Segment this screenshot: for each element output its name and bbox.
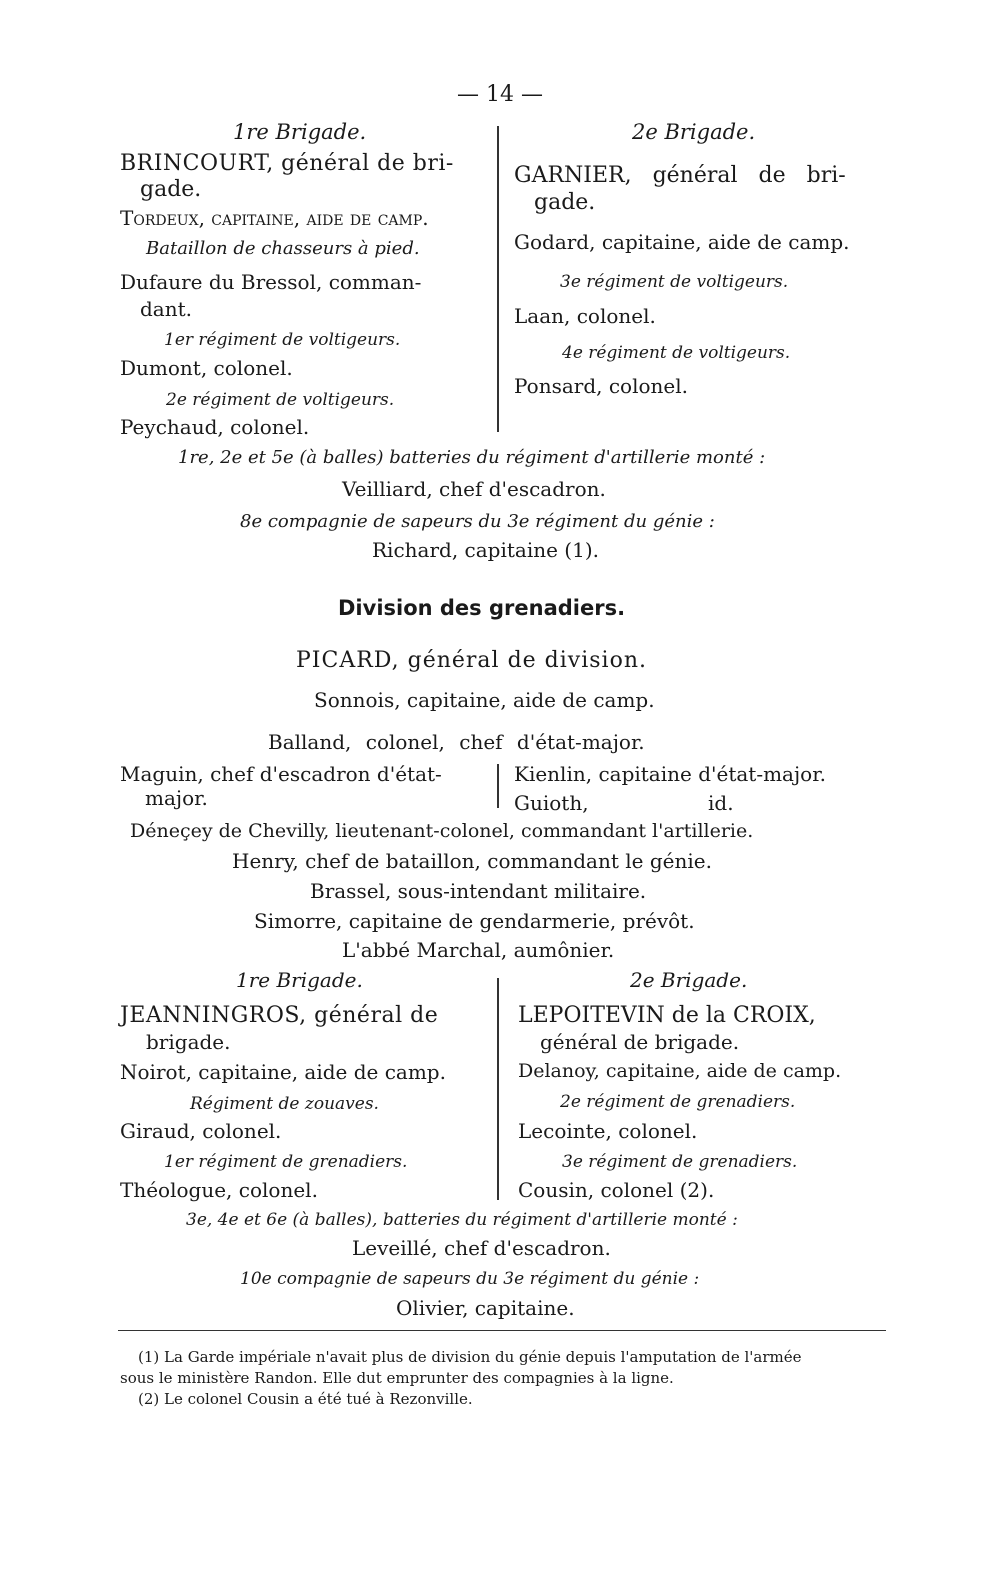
colonel-voltigeurs-1: Dumont, colonel. bbox=[120, 356, 293, 380]
colonel-voltigeurs-3: Laan, colonel. bbox=[514, 304, 656, 328]
division-title: Division des grenadiers. bbox=[338, 596, 626, 620]
general-left-cont: gade. bbox=[140, 177, 202, 202]
provost: Simorre, capitaine de gendarmerie, prévôt. bbox=[254, 909, 695, 933]
chief-of-staff: Balland, colonel, chef d'état-major. bbox=[268, 730, 645, 754]
page-number: — 14 — bbox=[457, 82, 543, 107]
commander-chasseurs-cont: dant. bbox=[140, 297, 193, 321]
aide-right: Godard, capitaine, aide de camp. bbox=[514, 230, 850, 254]
general-left: BRINCOURT, général de bri- bbox=[120, 151, 454, 176]
colonel-zouaves: Giraud, colonel. bbox=[120, 1119, 282, 1143]
staff-officer-right-1: Kienlin, capitaine d'état-major. bbox=[514, 762, 826, 786]
staff-officer-left-cont: major. bbox=[145, 786, 208, 810]
artillery-commander-top: Veilliard, chef d'escadron. bbox=[342, 477, 606, 501]
sappers-commander-bottom: Olivier, capitaine. bbox=[396, 1296, 575, 1320]
unit-voltigeurs-4: 4e régiment de voltigeurs. bbox=[562, 343, 791, 363]
engineer-commander: Henry, chef de bataillon, commandant le génie. bbox=[232, 849, 712, 873]
footnote-rule bbox=[118, 1330, 886, 1331]
staff-officer-right-2-id: id. bbox=[708, 791, 734, 815]
general-right-cont: gade. bbox=[534, 190, 596, 215]
brigade-heading-left: 1re Brigade. bbox=[233, 120, 367, 144]
general-right: GARNIER, général de bri- bbox=[514, 163, 846, 188]
general-right-2: LEPOITEVIN de la CROIX, bbox=[518, 1003, 816, 1028]
column-divider-bottom bbox=[497, 978, 499, 1200]
footnote-2: (2) Le colonel Cousin a été tué à Rezonville. bbox=[138, 1390, 473, 1408]
general-right-2-cont: général de brigade. bbox=[540, 1030, 740, 1054]
artillery-commander-bottom: Leveillé, chef d'escadron. bbox=[352, 1236, 611, 1260]
colonel-grenadiers-3: Cousin, colonel (2). bbox=[518, 1178, 715, 1202]
aide-left: Tordeux, capitaine, aide de camp. bbox=[120, 206, 429, 230]
colonel-grenadiers-1: Théologue, colonel. bbox=[120, 1178, 318, 1202]
intendant: Brassel, sous-intendant militaire. bbox=[310, 879, 647, 903]
footnote-1: (1) La Garde impériale n'avait plus de division du génie depuis l'amputation de l'armée bbox=[138, 1348, 802, 1366]
sappers-commander-top: Richard, capitaine (1). bbox=[372, 538, 599, 562]
aide-right-2: Delanoy, capitaine, aide de camp. bbox=[518, 1060, 842, 1082]
colonel-voltigeurs-2: Peychaud, colonel. bbox=[120, 415, 310, 439]
brigade-heading-left-2: 1re Brigade. bbox=[236, 968, 363, 992]
staff-officer-left: Maguin, chef d'escadron d'état- bbox=[120, 762, 442, 786]
unit-chasseurs: Bataillon de chasseurs à pied. bbox=[146, 238, 420, 259]
column-divider-staff bbox=[497, 764, 499, 808]
unit-voltigeurs-3: 3e régiment de voltigeurs. bbox=[560, 272, 789, 292]
unit-grenadiers-1: 1er régiment de grenadiers. bbox=[164, 1152, 408, 1172]
footnote-1-cont: sous le ministère Randon. Elle dut emprunter des compagnies à la ligne. bbox=[120, 1369, 674, 1387]
column-divider-top bbox=[497, 126, 499, 432]
division-aide: Sonnois, capitaine, aide de camp. bbox=[314, 688, 655, 712]
unit-grenadiers-2: 2e régiment de grenadiers. bbox=[560, 1092, 796, 1112]
brigade-heading-right-2: 2e Brigade. bbox=[630, 968, 748, 992]
artillery-batteries-top: 1re, 2e et 5e (à balles) batteries du régiment d'artillerie monté : bbox=[178, 447, 766, 468]
staff-officer-right-2: Guioth, bbox=[514, 791, 589, 815]
general-left-2: JEANNINGROS, général de bbox=[120, 1003, 439, 1028]
artillery-batteries-bottom: 3e, 4e et 6e (à balles), batteries du régiment d'artillerie monté : bbox=[186, 1210, 738, 1230]
unit-grenadiers-3: 3e régiment de grenadiers. bbox=[562, 1152, 798, 1172]
division-general: PICARD, général de division. bbox=[296, 648, 647, 673]
aide-left-2: Noirot, capitaine, aide de camp. bbox=[120, 1060, 446, 1084]
sappers-company-bottom: 10e compagnie de sapeurs du 3e régiment du génie : bbox=[240, 1269, 700, 1289]
chaplain: L'abbé Marchal, aumônier. bbox=[342, 938, 615, 962]
commander-chasseurs: Dufaure du Bressol, comman- bbox=[120, 270, 422, 294]
unit-voltigeurs-1: 1er régiment de voltigeurs. bbox=[164, 330, 401, 350]
unit-voltigeurs-2: 2e régiment de voltigeurs. bbox=[166, 390, 395, 410]
sappers-company-top: 8e compagnie de sapeurs du 3e régiment du génie : bbox=[240, 511, 715, 532]
general-left-2-cont: brigade. bbox=[146, 1030, 231, 1054]
unit-zouaves: Régiment de zouaves. bbox=[190, 1094, 379, 1114]
colonel-grenadiers-2: Lecointe, colonel. bbox=[518, 1119, 698, 1143]
artillery-commander: Déneçey de Chevilly, lieutenant-colonel, commandant l'artillerie. bbox=[130, 820, 754, 842]
brigade-heading-right: 2e Brigade. bbox=[632, 120, 756, 144]
colonel-voltigeurs-4: Ponsard, colonel. bbox=[514, 374, 688, 398]
